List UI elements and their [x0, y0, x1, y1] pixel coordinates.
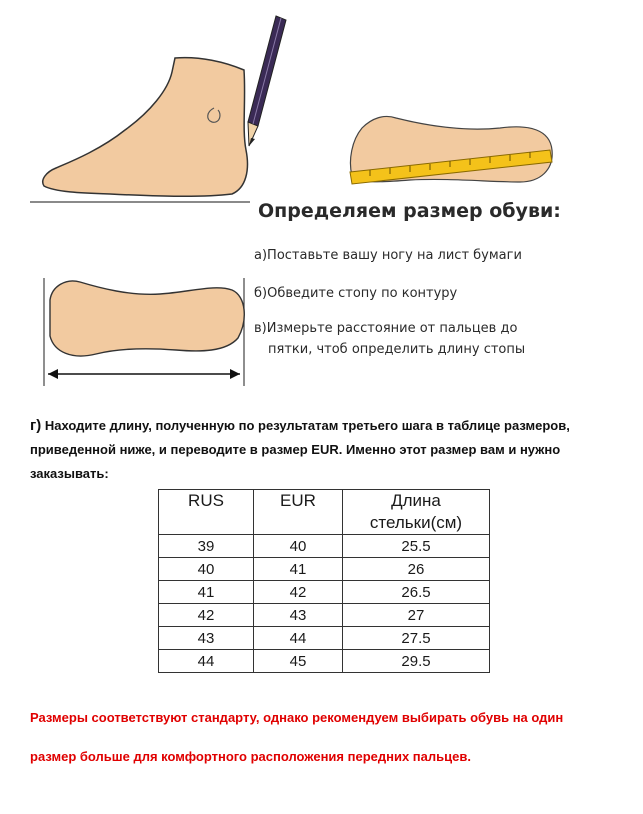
size-table-header-row	[159, 490, 490, 535]
step-c-line2: пятки, чтоб определить длину стопы	[268, 342, 526, 357]
step-b: б)Обведите стопу по контуру	[254, 286, 458, 301]
instructions-heading: Определяем размер обуви:	[258, 200, 561, 222]
size-note-line-1: Размеры соответствуют стандарту, однако рекомендуем выбирать обувь на один	[30, 710, 564, 725]
step-c-line1: в)Измерьте расстояние от пальцев до	[254, 321, 518, 336]
cell-rus: 43	[159, 627, 254, 650]
cell-rus: 42	[159, 604, 254, 627]
cell-rus: 39	[159, 535, 254, 558]
cell-rus: 44	[159, 650, 254, 673]
cell-length: 29.5	[343, 650, 490, 673]
cell-eur: 45	[254, 650, 343, 673]
cell-eur: 44	[254, 627, 343, 650]
cell-eur: 40	[254, 535, 343, 558]
cell-length: 27.5	[343, 627, 490, 650]
pencil-image	[248, 16, 286, 146]
cell-eur: 41	[254, 558, 343, 581]
arrow-right-icon	[230, 369, 240, 379]
cell-length: 26	[343, 558, 490, 581]
header-rus: RUS	[159, 490, 254, 535]
table-row	[159, 535, 490, 558]
header-eur: EUR	[254, 490, 343, 535]
paragraph-line-1: Находите длину, полученную по результатам третьего шага в таблице размеров,	[41, 418, 570, 433]
step-g-label: г)	[30, 417, 42, 434]
cell-eur: 43	[254, 604, 343, 627]
table-row	[159, 558, 490, 581]
table-row	[159, 581, 490, 604]
paragraph-line-2: приведенной ниже, и переводите в размер EUR. Именно этот размер вам и нужно	[30, 442, 561, 457]
cell-length: 25.5	[343, 535, 490, 558]
cell-eur: 42	[254, 581, 343, 604]
paragraph-line-3: заказывать:	[30, 466, 109, 481]
size-table	[158, 489, 490, 673]
size-note-line-2: размер больше для комфортного расположения передних пальцев.	[30, 749, 471, 764]
cell-rus: 41	[159, 581, 254, 604]
step-a: а)Поставьте вашу ногу на лист бумаги	[254, 248, 522, 263]
cell-length: 27	[343, 604, 490, 627]
standing-foot-image	[43, 58, 248, 197]
cell-length: 26.5	[343, 581, 490, 604]
traced-sole-image	[50, 281, 244, 356]
table-row	[159, 627, 490, 650]
table-row	[159, 650, 490, 673]
table-row	[159, 604, 490, 627]
cell-rus: 40	[159, 558, 254, 581]
header-insole-length: Длина стельки(см)	[343, 490, 490, 535]
arrow-left-icon	[48, 369, 58, 379]
step-g-paragraph	[30, 414, 630, 486]
